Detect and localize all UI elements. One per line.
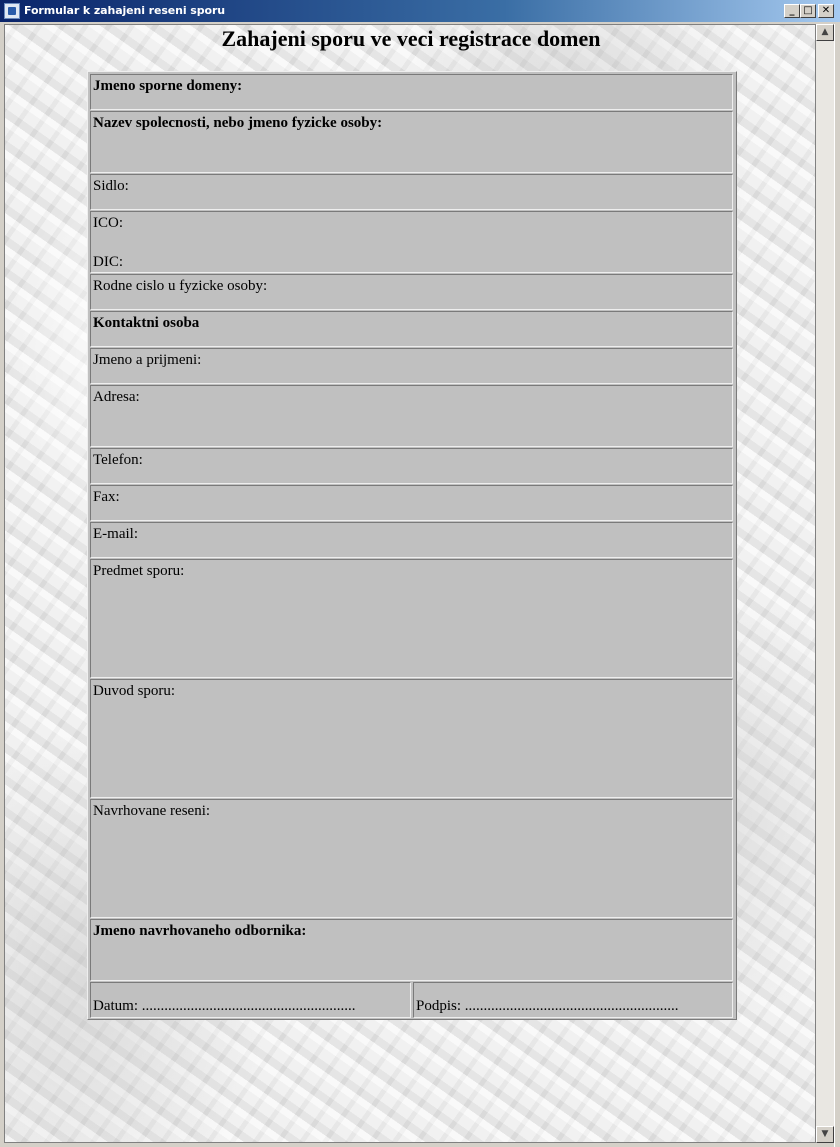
birth-number-field[interactable] [90, 274, 733, 310]
address-label: Adresa: [93, 389, 140, 405]
ico-label: ICO: [93, 215, 123, 231]
fax-label: Fax: [93, 489, 120, 505]
signature-label: Podpis: ......................................................... [416, 998, 679, 1014]
minimize-button[interactable]: _ [784, 4, 800, 18]
window-title: Formular k zahajeni reseni sporu [24, 4, 226, 17]
phone-label: Telefon: [93, 452, 143, 468]
company-name-label: Nazev spolecnosti, nebo jmeno fyzicke osoby: [93, 115, 383, 131]
page-title: Zahajeni sporu ve veci registrace domen [221, 26, 601, 51]
domain-name-label: Jmeno sporne domeny: [93, 78, 243, 94]
window-frame-bottom [0, 1143, 834, 1147]
maximize-button[interactable]: □ [800, 4, 816, 18]
document-area [4, 24, 816, 1143]
reason-field[interactable] [90, 679, 733, 798]
close-button[interactable]: ✕ [818, 4, 834, 18]
fax-field[interactable] [90, 485, 733, 521]
proposed-solution-label: Navrhovane reseni: [93, 803, 211, 819]
email-field[interactable] [90, 522, 733, 558]
app-icon[interactable] [4, 3, 20, 19]
phone-field[interactable] [90, 448, 733, 484]
reason-label: Duvod sporu: [93, 683, 176, 699]
expert-name-label: Jmeno navrhovaneho odbornika: [93, 923, 307, 939]
dic-label: DIC: [93, 254, 123, 270]
scroll-up-icon[interactable]: ▲ [816, 24, 834, 41]
subject-label: Predmet sporu: [93, 563, 185, 579]
expert-name-field[interactable] [90, 919, 733, 981]
full-name-field[interactable] [90, 348, 733, 384]
contact-person-section [90, 311, 733, 347]
date-field[interactable] [90, 982, 411, 1018]
signature-field[interactable] [413, 982, 733, 1018]
birth-number-label: Rodne cislo u fyzicke osoby: [93, 278, 268, 294]
subject-field[interactable] [90, 559, 733, 678]
seat-field[interactable] [90, 174, 733, 210]
title-bar [0, 0, 840, 22]
date-label: Datum: ......................................................... [93, 998, 356, 1014]
scroll-down-icon[interactable]: ▼ [816, 1126, 834, 1143]
window-frame-right [834, 24, 840, 1147]
email-label: E-mail: [93, 526, 138, 542]
dispute-form-table [87, 71, 737, 1020]
contact-person-heading: Kontaktni osoba [93, 315, 200, 331]
full-name-label: Jmeno a prijmeni: [93, 352, 202, 368]
seat-label: Sidlo: [93, 178, 129, 194]
domain-name-field[interactable] [90, 74, 733, 110]
ico-dic-field[interactable] [90, 211, 733, 273]
company-name-field[interactable] [90, 111, 733, 173]
address-field[interactable] [90, 385, 733, 447]
proposed-solution-field[interactable] [90, 799, 733, 918]
vertical-scrollbar[interactable] [816, 24, 834, 1143]
